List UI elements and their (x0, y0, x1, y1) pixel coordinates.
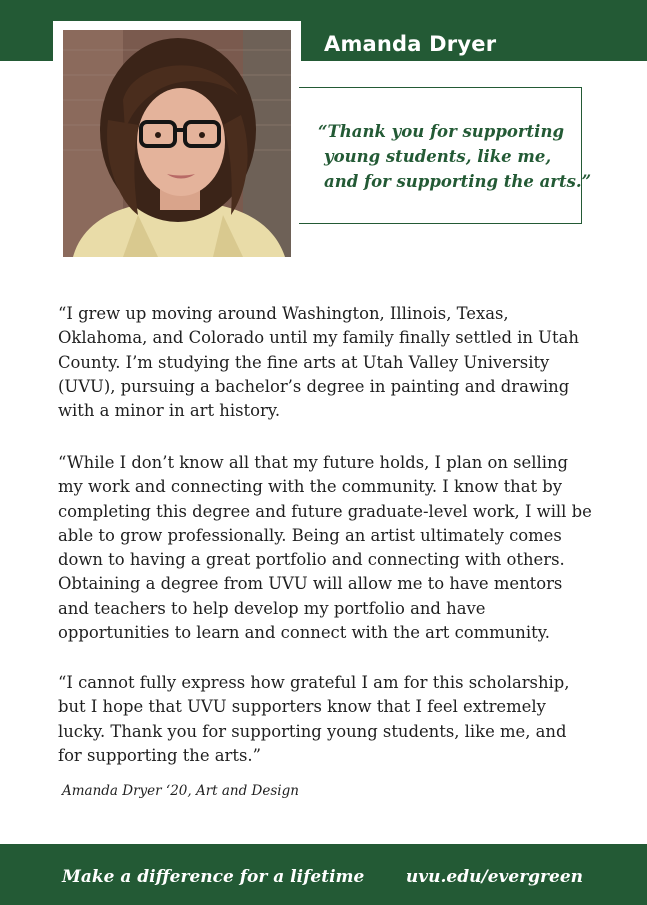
signature: Amanda Dryer ‘20, Art and Design (62, 783, 299, 799)
pull-quote-box (299, 87, 592, 224)
pull-quote-line-2: young students, like me, (324, 147, 552, 166)
pull-quote-line-3: and for supporting the arts.” (324, 172, 592, 191)
student-name: Amanda Dryer (324, 32, 497, 56)
body-paragraph-1: “I grew up moving around Washington, Illinois, Texas, Oklahoma, and Colorado until my family finally settled in Utah County. I’m studying the fine arts at Utah Valley University (UVU), pursuing a bachelor’s degree in painting and drawing with a minor in art history. (58, 304, 579, 421)
footer-url-link[interactable]: uvu.edu/evergreen (405, 867, 583, 887)
body-paragraph-3: “I cannot fully express how grateful I am for this scholarship, but I hope that UVU supporters know that I feel extremely lucky. Thank you for supporting young students, like me, and for supporting the arts.” (58, 673, 570, 765)
pull-quote-line-1: “Thank you for supporting (318, 122, 564, 141)
footer-tagline: Make a difference for a lifetime (62, 867, 365, 887)
student-photo (63, 30, 291, 257)
body-paragraph-2: “While I don’t know all that my future holds, I plan on selling my work and connecting with the community. I know that by completing this degree and future graduate-level work, I will be able to grow professionally. Being an artist ultimately comes down to having a great portfolio and connecting with others. Obtaining a degree from UVU will allow me to have mentors and teachers to help develop my portfolio and have opportunities to learn and connect with the art community. (58, 453, 592, 643)
